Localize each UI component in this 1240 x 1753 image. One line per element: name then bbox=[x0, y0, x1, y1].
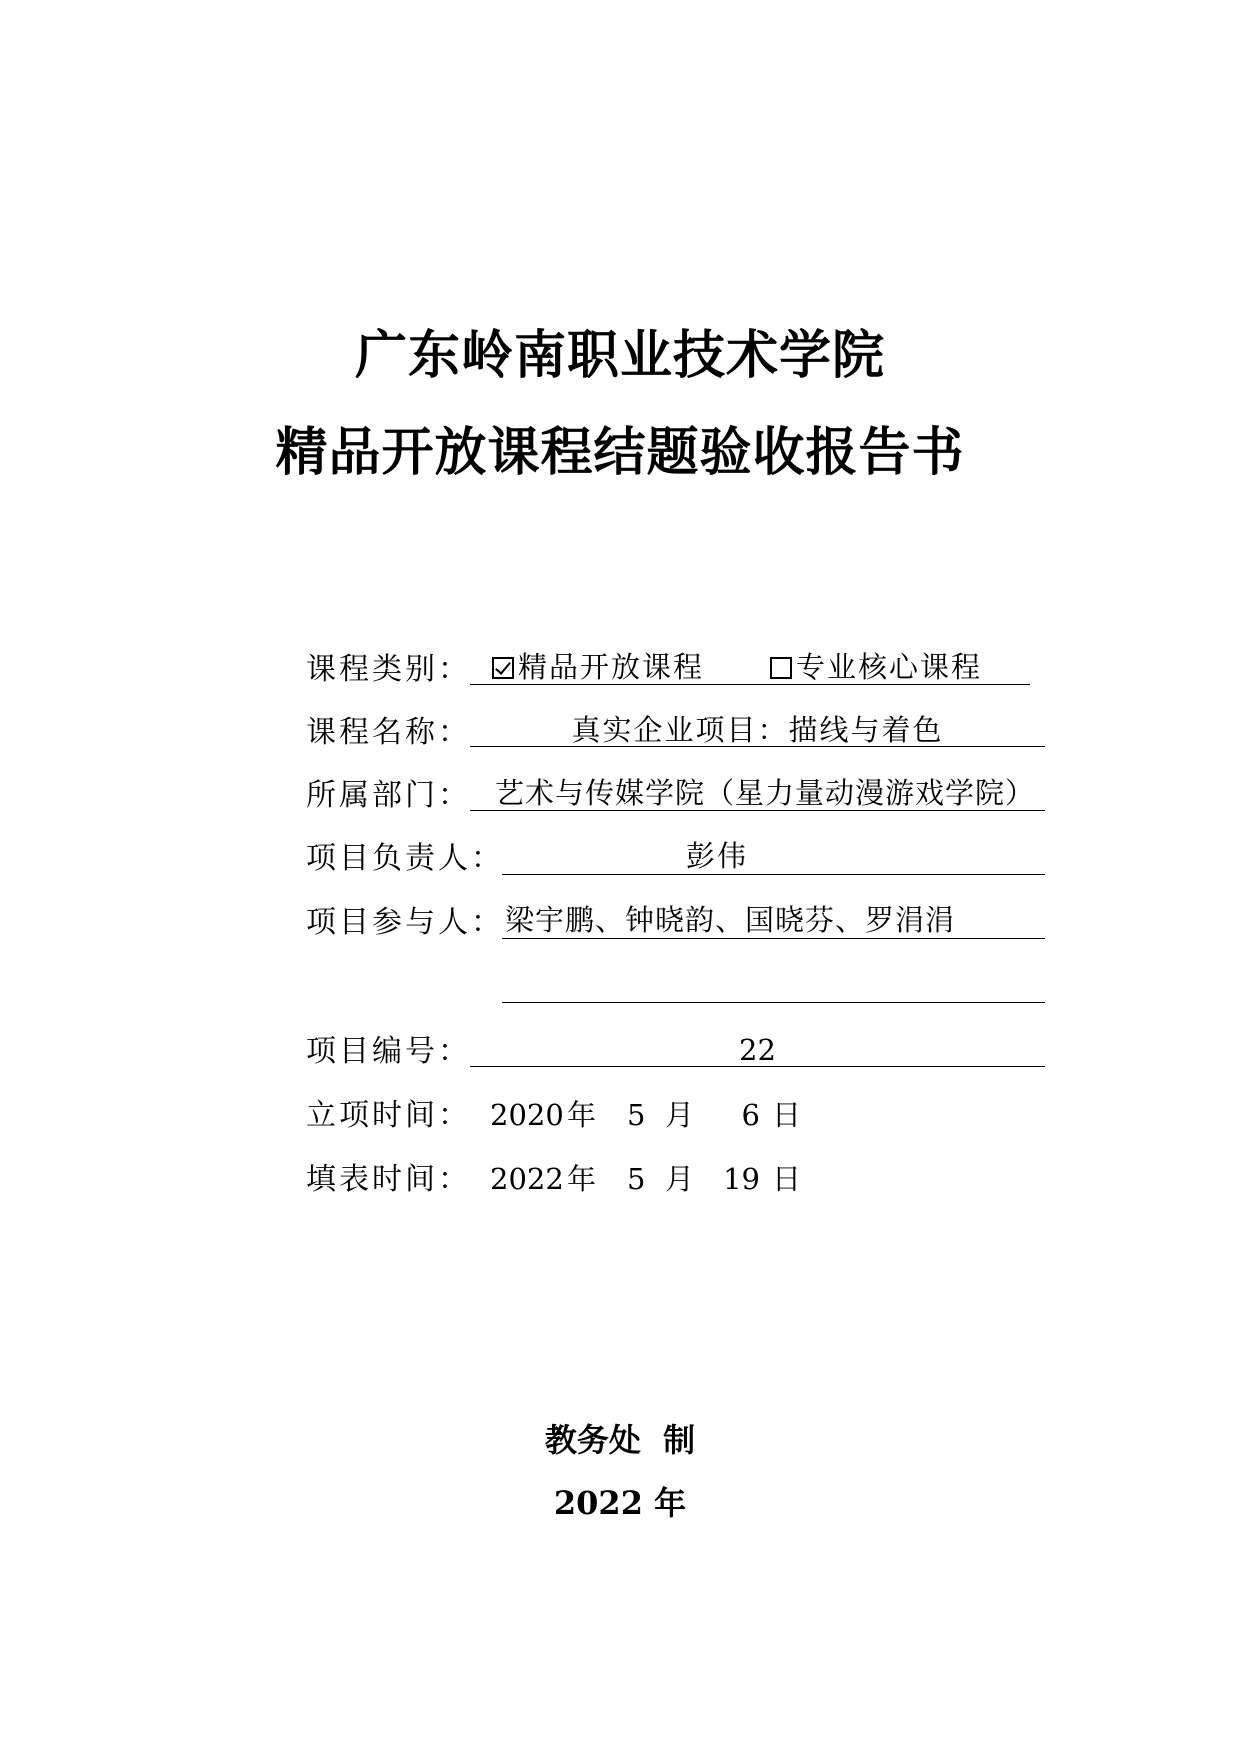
project-number-label: 项目编号： bbox=[306, 1034, 471, 1069]
participants-underline-2 bbox=[502, 1002, 1045, 1003]
participants-underline bbox=[502, 938, 1045, 939]
category-option-1[interactable] bbox=[492, 650, 705, 684]
footer-year: 2022 年 bbox=[553, 1484, 687, 1522]
category-underline bbox=[470, 684, 1030, 685]
course-name-label: 课程名称： bbox=[306, 715, 471, 750]
department-value: 艺术与传媒学院（星力量动漫游戏学院） bbox=[495, 776, 1036, 810]
participants-label: 项目参与人： bbox=[306, 905, 504, 940]
start-date-label: 立项时间： bbox=[306, 1098, 471, 1133]
start-date-day: 6 bbox=[741, 1098, 760, 1132]
start-date-value bbox=[490, 1098, 802, 1132]
department-label: 所属部门： bbox=[306, 778, 471, 813]
category-option-2[interactable] bbox=[770, 650, 983, 684]
start-date-day-unit: 日 bbox=[772, 1098, 802, 1132]
institution-title: 广东岭南职业技术学院 bbox=[354, 326, 885, 386]
fill-date-year-unit: 年 bbox=[567, 1162, 597, 1196]
report-title: 精品开放课程结题验收报告书 bbox=[275, 423, 965, 483]
department-underline bbox=[470, 810, 1045, 811]
leader-label: 项目负责人： bbox=[306, 841, 504, 876]
participants-value: 梁宇鹏、钟晓韵、国晓芬、罗涓涓 bbox=[505, 903, 956, 937]
fill-date-month: 5 bbox=[627, 1162, 646, 1196]
checkbox-checked-icon[interactable] bbox=[492, 657, 514, 679]
category-label: 课程类别： bbox=[306, 652, 471, 687]
leader-value: 彭伟 bbox=[686, 839, 749, 873]
category-option-2-label: 专业核心课程 bbox=[796, 650, 983, 684]
fill-date-value bbox=[490, 1162, 802, 1196]
fill-date-month-unit: 月 bbox=[665, 1162, 695, 1196]
fill-date-day: 19 bbox=[723, 1162, 760, 1196]
fill-date-label: 填表时间： bbox=[306, 1162, 471, 1197]
fill-date-year: 2022 bbox=[490, 1162, 564, 1196]
fill-date-day-unit: 日 bbox=[772, 1162, 802, 1196]
checkbox-unchecked-icon[interactable] bbox=[770, 657, 792, 679]
issuer: 教务处 制 bbox=[544, 1421, 696, 1459]
start-date-year-unit: 年 bbox=[567, 1098, 597, 1132]
start-date-month-unit: 月 bbox=[665, 1098, 695, 1132]
category-option-1-label: 精品开放课程 bbox=[518, 650, 705, 684]
start-date-month: 5 bbox=[627, 1098, 646, 1132]
start-date-year: 2020 bbox=[490, 1098, 564, 1132]
course-name-value: 真实企业项目：描线与着色 bbox=[571, 713, 944, 747]
leader-underline bbox=[502, 874, 1045, 875]
project-number-value: 22 bbox=[739, 1033, 776, 1067]
